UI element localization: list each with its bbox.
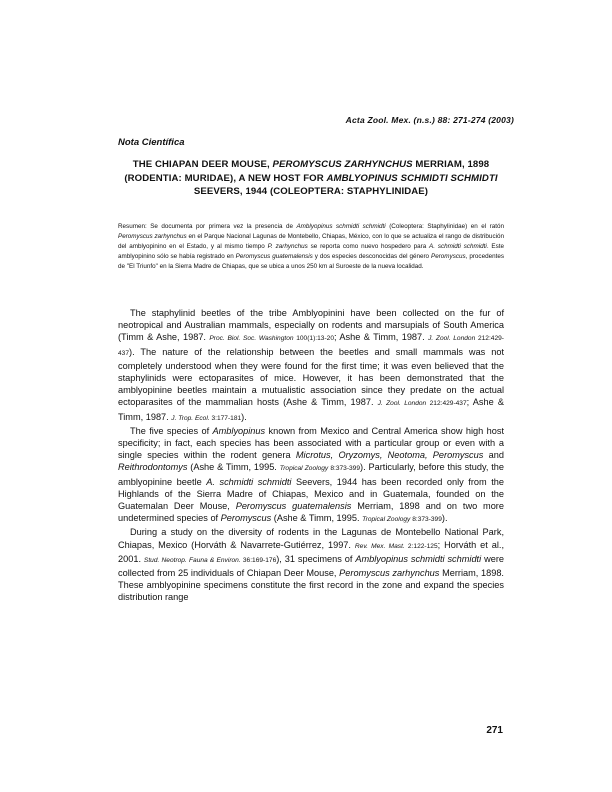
species-name: Reithrodontomys (118, 462, 188, 473)
paragraph-text: ; Ashe & Timm, 1987. (333, 332, 429, 343)
abstract-text: (Coleoptera: Staphylinidae) en el ratón (385, 223, 504, 230)
citation-volume: 8:373-399 (328, 465, 361, 473)
paragraph-text: and (483, 450, 504, 461)
citation-volume: 3:177-181 (209, 414, 242, 422)
species-name: Peromyscus guatemalensis (235, 501, 352, 512)
citation-volume: 36:169-176 (240, 556, 277, 564)
abstract (118, 222, 504, 272)
paragraph-text: known from Mexico and Central America show high host specificity; in fact, each species has been associated with a particular group or even with a single species within the rodent genera (118, 425, 504, 461)
paragraph-text: Merriam, 1898 and on two more undetermined species of (118, 501, 504, 524)
citation-journal: J. Zool. London (428, 335, 476, 343)
title-species: PEROMYSCUS ZARHYNCHUS (272, 159, 413, 170)
body-text (118, 307, 504, 604)
paragraph-text: ). The nature of the relationship between the beetles and small mammals was not completely understood when they were found for the first time; it was even believed that the staphylinids were ectoparasites of mice. However, it has been demonstrated that the amblyopinine beetles maintain a mutualistic association since they predate on the actual ectoparasites of the mammalian hosts (Ashe & Timm, 1987. (118, 346, 504, 408)
paragraph-text: ; Ashe & Timm, 1987. (118, 397, 504, 422)
title-species: AMBLYOPINUS SCHMIDTI SCHMIDTI (326, 172, 498, 184)
abstract-species: Peromyscus zarhynchus (118, 233, 187, 241)
citation-journal: Tropical Zoology (279, 465, 329, 473)
species-name: A. schmidti schmidti (206, 476, 292, 487)
title-text: THE CHIAPAN DEER MOUSE, (132, 159, 273, 170)
citation-journal: Rev. Mex. Mast. (354, 542, 405, 550)
paragraph-text: ; Horváth et al., 2001. (118, 539, 504, 564)
abstract-species: A. schmidti schmidti (429, 243, 487, 251)
species-name: Amblyopinus schmidti schmidti (355, 553, 482, 564)
abstract-species: Amblyopinus schmidti schmidti (296, 223, 386, 230)
abstract-text: . Este amblyopinino sólo se había registrado en (118, 243, 504, 261)
citation-volume: 2:122-125 (404, 542, 438, 550)
species-name: Amblyopinus (212, 425, 266, 436)
paragraph-text: ), 31 specimens of (276, 553, 356, 564)
paragraph-text: During a study on the diversity of rodents in the Lagunas de Montebello National Park, Chiapas, Mexico (Horváth & Navarrete-Gutiérrez, 1997. (118, 527, 504, 550)
title-text: SEEVERS, 1944 (COLEOPTERA: STAPHYLINIDAE) (193, 186, 429, 197)
paragraph-text: ). Particularly, before this study, the amblyopinine beetle (118, 462, 505, 487)
page-number: 271 (486, 725, 503, 736)
abstract-text: Resumen: Se documenta por primera vez la presencia de (118, 223, 297, 230)
citation-journal: J. Trop. Ecol. (171, 414, 210, 422)
abstract-species: Peromyscus guatemalensis (235, 253, 313, 261)
species-name: Peromyscus (220, 513, 272, 524)
paragraph-text: ). (441, 513, 448, 524)
abstract-species: Peromyscus (431, 253, 466, 261)
article-title (118, 158, 504, 199)
paragraph-2 (118, 425, 504, 527)
running-head: Acta Zool. Mex. (n.s.) 88: 271-274 (2003) (345, 115, 514, 125)
paragraph-3 (118, 526, 504, 603)
paragraph-text: (Ashe & Timm, 1995. (271, 513, 363, 524)
abstract-text: se reporta como nuevo hospedero para (307, 243, 430, 251)
paragraph-text: were collected from 25 individuals of Chiapan Deer Mouse, (118, 553, 504, 579)
citation-journal: Tropical Zoology (362, 516, 411, 524)
citation-volume: 212:429-437 (118, 335, 504, 357)
abstract-text: , procedentes de "El Triunfo" en la Sierra Madre de Chiapas, que se ubica a unos 250 km al Suroeste de la nueva localidad. (118, 253, 504, 271)
paragraph-text: Seevers, 1944 has been recorded only from the Highlands of the Sierra Madre of Chiapas, Mexico and in Guatemala, founded on the Guatemalan Deer Mouse, (118, 476, 504, 512)
abstract-species: P. zarhynchus (267, 243, 308, 251)
paragraph-text: The staphylinid beetles of the tribe Amblyopinini have been collected on the fur of neotropical and Australian mammals, especially on rodents and marsupials of South America (Timm & Ashe, 1987. (118, 308, 504, 343)
paragraph-text: ). (241, 411, 247, 422)
citation-volume: 8:373-399 (410, 516, 442, 524)
citation-journal: J. Zool. London (377, 400, 427, 408)
citation-volume: 100(1):13-20 (293, 335, 334, 343)
paragraph-text: The five species of (130, 425, 213, 436)
paragraph-1 (118, 307, 504, 425)
paragraph-text: Merriam, 1898. These amblyopinine specimens constitute the first record in the zone and expand the species distribution range (118, 568, 504, 603)
citation-journal: Stud. Neotrop. Fauna & Environ. (143, 556, 241, 564)
citation-journal: Proc. Biol. Soc. Washington (209, 335, 294, 343)
species-name: Microtus, Oryzomys, Neotoma, Peromyscus (295, 450, 484, 461)
abstract-text: en el Parque Nacional Lagunas de Montebello, Chiapas, México, con lo que se actualiza el rango de distribución del amblyopinino en el Estado, y al mismo tiempo (118, 233, 504, 251)
section-label: Nota Científica (118, 137, 185, 148)
abstract-text: y dos especies desconocidas del género (312, 253, 431, 261)
title-text: MERRIAM, 1898 (RODENTIA: MURIDAE), A NEW HOST FOR (124, 159, 490, 184)
paragraph-text: (Ashe & Timm, 1995. (187, 462, 280, 473)
species-name: Peromyscus zarhynchus (339, 568, 440, 579)
citation-volume: 212:429-437 (426, 400, 467, 408)
